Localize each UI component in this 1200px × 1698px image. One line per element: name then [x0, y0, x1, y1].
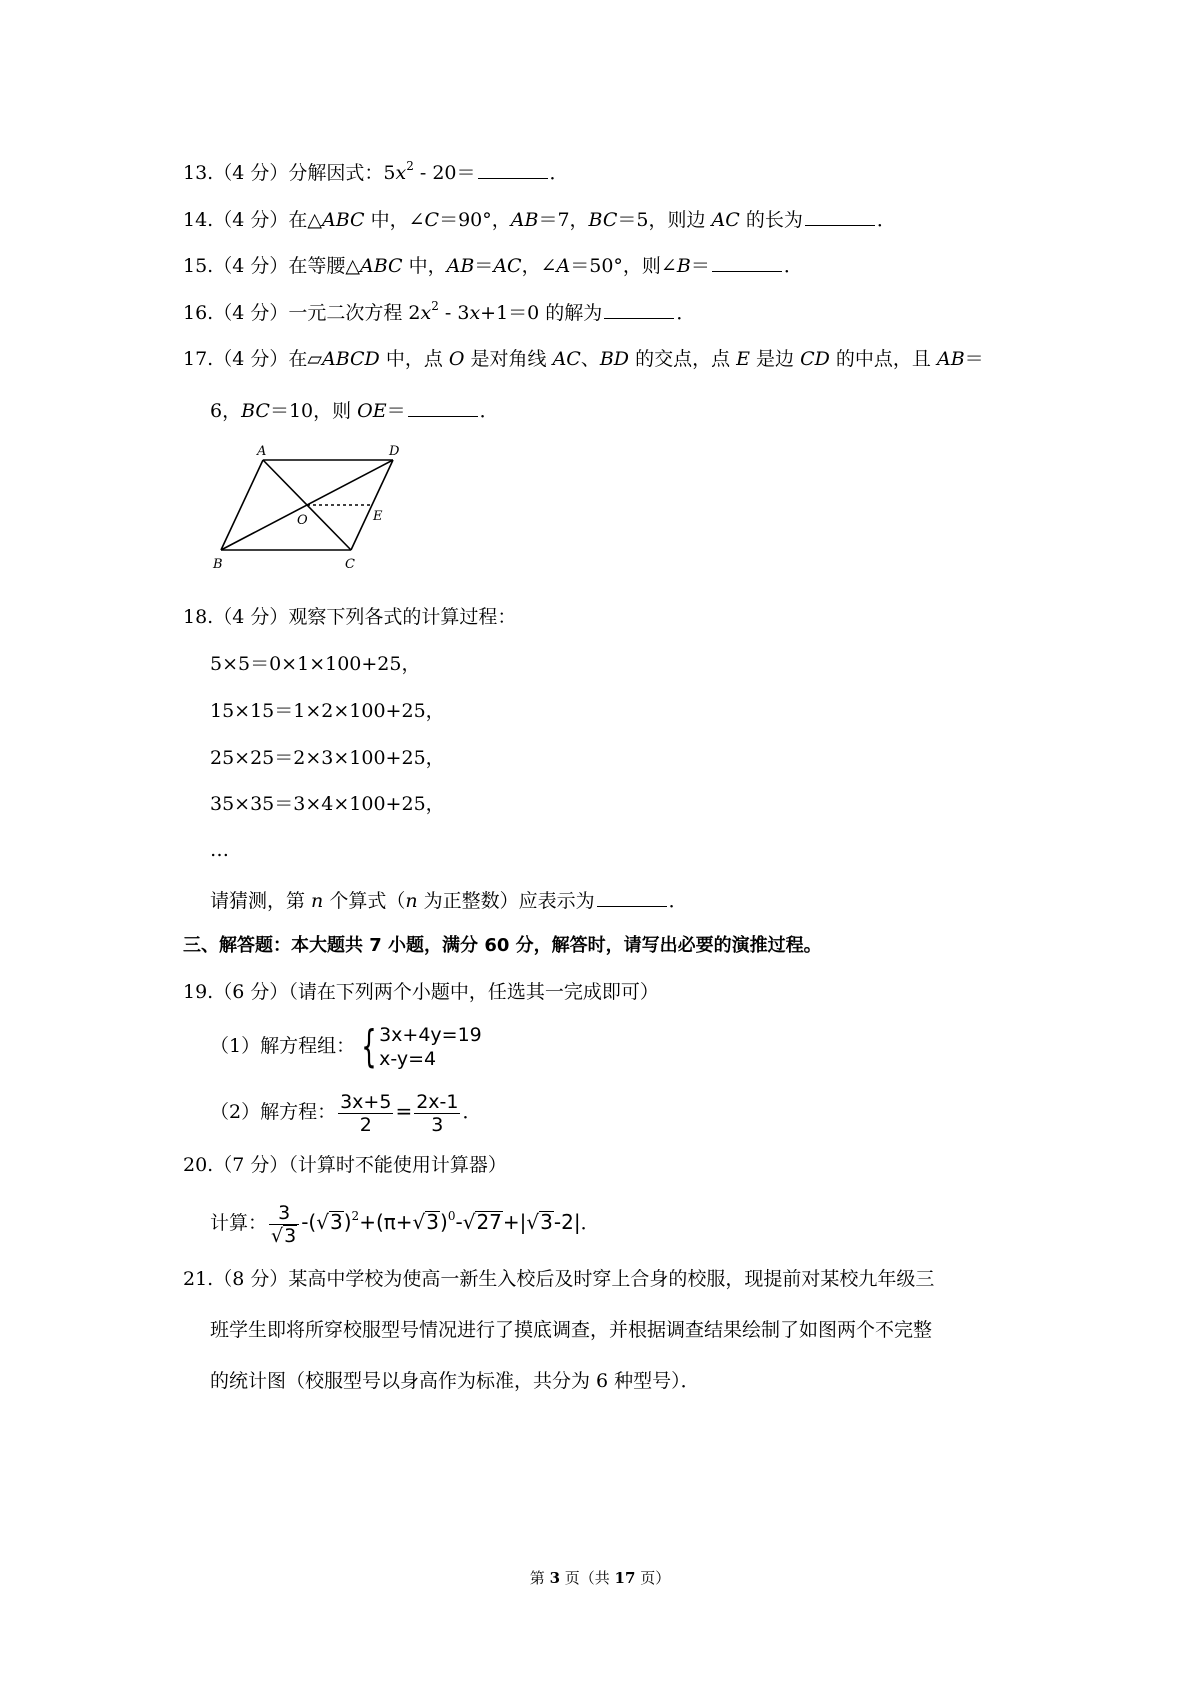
text: 6， — [210, 400, 242, 422]
fraction — [338, 1091, 393, 1136]
question-number: 17. — [183, 348, 214, 370]
text: 是边 — [750, 348, 801, 370]
page-number: 3 — [549, 1569, 560, 1587]
calc-line — [210, 838, 229, 862]
question-score: （6 分） — [213, 981, 289, 1003]
text: ＝50°，则∠ — [570, 255, 677, 277]
answer-blank[interactable] — [408, 398, 478, 417]
question-17-line2 — [210, 398, 499, 423]
text: 中，点 — [379, 348, 449, 370]
question-text: （请在下列两个小题中，任选其一完成即可） — [288, 981, 659, 1003]
radicand: 27 — [476, 1210, 502, 1234]
end-punct: ． — [876, 209, 896, 231]
text: 在等腰△ — [288, 255, 360, 277]
var: x — [420, 302, 432, 324]
question-number: 13. — [183, 162, 214, 184]
var: AC — [552, 348, 581, 370]
calc-text: 25×25＝2×3×100+25， — [210, 747, 445, 769]
end-punct: ． — [580, 1212, 600, 1234]
question-text: （计算时不能使用计算器） — [288, 1154, 507, 1176]
numerator: 3 — [269, 1202, 299, 1225]
var: AB — [446, 255, 475, 277]
question-15 — [183, 253, 803, 278]
var: O — [448, 348, 465, 370]
question-number: 16. — [183, 302, 214, 324]
text: - 3 — [438, 302, 470, 324]
label-d: D — [389, 444, 400, 459]
fraction — [269, 1202, 299, 1247]
expr: +| — [502, 1210, 527, 1234]
end-punct: ． — [668, 890, 688, 912]
denominator: 3 — [431, 1113, 444, 1136]
question-21-line2 — [210, 1318, 932, 1342]
var: BC — [588, 209, 618, 231]
text: 的中点，且 — [829, 348, 937, 370]
var: AC — [711, 209, 740, 231]
expr: ) — [343, 1210, 352, 1234]
var: AB — [936, 348, 965, 370]
calc-line — [210, 792, 445, 816]
brace-icon: { — [361, 1021, 377, 1072]
text: 中，∠ — [364, 209, 425, 231]
var: ABC — [321, 209, 365, 231]
question-number: 14. — [183, 209, 214, 231]
equation-2: x-y=4 — [379, 1048, 437, 1070]
radicand: 3 — [426, 1210, 440, 1234]
denominator: √3 — [271, 1224, 297, 1247]
question-text: 班学生即将所穿校服型号情况进行了摸底调查，并根据调查结果绘制了如图两个不完整 — [210, 1319, 933, 1341]
total-pages: 17 — [614, 1569, 636, 1587]
text: ＝ — [964, 348, 984, 370]
sqrt: √27 — [462, 1210, 502, 1234]
question-number: 18. — [183, 606, 214, 628]
exponent: 2 — [431, 299, 439, 313]
question-19-part1 — [210, 1018, 482, 1074]
footer-text: 第 — [529, 1569, 550, 1587]
var: A — [556, 255, 571, 277]
var: C — [424, 209, 440, 231]
question-score: （4 分） — [213, 162, 289, 184]
question-score: （4 分） — [213, 348, 289, 370]
answer-blank[interactable] — [478, 160, 548, 179]
label-a: A — [257, 444, 267, 459]
part-label: （1）解方程组： — [210, 1035, 356, 1057]
question-19-part2 — [210, 1086, 482, 1137]
footer-text: 页） — [635, 1569, 671, 1587]
text: ＝ — [386, 400, 406, 422]
text: ＝10，则 — [269, 400, 358, 422]
text: ＝ — [690, 255, 710, 277]
text: ，∠ — [521, 255, 557, 277]
equation-1: 3x+4y=19 — [379, 1024, 482, 1046]
answer-blank[interactable] — [712, 253, 782, 272]
var: ABC — [359, 255, 403, 277]
question-number: 19. — [183, 981, 214, 1003]
text: ＝90°， — [439, 209, 511, 231]
var: AB — [510, 209, 539, 231]
question-text: 的统计图（校服型号以身高作为标准，共分为 6 种型号）． — [210, 1370, 700, 1392]
numerator: 3x+5 — [340, 1090, 392, 1113]
answer-blank[interactable] — [604, 300, 674, 319]
answer-blank[interactable] — [805, 207, 875, 226]
page-footer — [0, 1568, 1200, 1588]
calc-line — [210, 652, 420, 676]
side-ab — [221, 460, 263, 550]
text: 一元二次方程 2 — [288, 302, 421, 324]
var: ABCD — [321, 348, 380, 370]
question-20 — [183, 1153, 507, 1177]
question-text: 观察下列各式的计算过程： — [288, 606, 517, 628]
calc-line — [210, 746, 445, 770]
question-13 — [183, 160, 569, 185]
question-score: （8 分） — [213, 1268, 289, 1290]
end-punct: ． — [676, 302, 696, 324]
part-label: （2）解方程： — [210, 1101, 337, 1123]
var: x — [469, 302, 481, 324]
question-score: （4 分） — [213, 302, 289, 324]
question-19 — [183, 980, 659, 1004]
var: n — [311, 890, 324, 912]
end-punct: ． — [783, 255, 803, 277]
label-o: O — [297, 513, 308, 528]
equation-system — [379, 1023, 482, 1071]
var: n — [405, 890, 418, 912]
parallelogram-figure — [205, 440, 405, 580]
calc-text: 35×35＝3×4×100+25， — [210, 793, 445, 815]
calc-text: … — [210, 839, 229, 861]
var: B — [676, 255, 691, 277]
expr-rest: - 20＝ — [413, 162, 476, 184]
question-18-guess — [210, 888, 688, 913]
answer-blank[interactable] — [597, 888, 667, 907]
question-number: 15. — [183, 255, 214, 277]
calc-line — [210, 699, 445, 723]
var: OE — [357, 400, 387, 422]
expr: -2| — [553, 1210, 581, 1234]
calc-text: 15×15＝1×2×100+25， — [210, 700, 445, 722]
sqrt: √3 — [526, 1210, 553, 1234]
numerator: 2x-1 — [416, 1090, 459, 1113]
text: 中， — [402, 255, 447, 277]
question-21-line3 — [210, 1369, 700, 1393]
text: ＝ — [474, 255, 494, 277]
end-punct: ． — [462, 1101, 482, 1123]
sqrt: √3 — [316, 1210, 343, 1234]
exponent: 2 — [351, 1209, 360, 1223]
radicand: 3 — [330, 1210, 343, 1234]
text: 个算式（ — [323, 890, 406, 912]
text: 请猜测，第 — [210, 890, 312, 912]
text: 、 — [580, 348, 600, 370]
equals-sign: = — [395, 1099, 413, 1123]
text: 在△ — [288, 209, 322, 231]
calc-text: 5×5＝0×1×100+25， — [210, 653, 421, 675]
denominator: 2 — [359, 1113, 372, 1136]
var: BC — [241, 400, 270, 422]
var: CD — [800, 348, 830, 370]
text: +1＝0 的解为 — [480, 302, 603, 324]
label: 计算： — [210, 1212, 268, 1234]
end-punct: ． — [549, 162, 569, 184]
expr-var: x — [395, 162, 407, 184]
question-score: （4 分） — [213, 255, 289, 277]
footer-text: 页（共 — [560, 1569, 615, 1587]
question-number: 20. — [183, 1154, 214, 1176]
expr: +(π+ — [359, 1210, 413, 1234]
radicand: 3 — [284, 1224, 297, 1247]
var: BD — [599, 348, 630, 370]
question-17 — [183, 347, 984, 371]
radicand: 3 — [540, 1210, 553, 1234]
question-score: （4 分） — [213, 209, 289, 231]
question-number: 21. — [183, 1268, 214, 1290]
var: AC — [493, 255, 522, 277]
text: 的交点，点 — [629, 348, 737, 370]
text: ＝5，则边 — [617, 209, 712, 231]
question-20-expression — [210, 1194, 600, 1251]
text: 为正整数）应表示为 — [417, 890, 595, 912]
question-14 — [183, 207, 896, 232]
section-heading: 三、解答题：本大题共 7 小题，满分 60 分，解答时，请写出必要的演推过程。 — [183, 935, 822, 956]
label-b: B — [213, 557, 223, 572]
question-text: 某高中学校为使高一新生入校后及时穿上合身的校服，现提前对某校九年级三 — [288, 1268, 935, 1290]
expr-exponent: 2 — [406, 159, 414, 173]
exponent: 0 — [447, 1209, 456, 1223]
expr-coef: 5 — [383, 162, 396, 184]
expr: ) — [440, 1210, 448, 1234]
question-18 — [183, 605, 516, 629]
expr: - — [455, 1210, 463, 1234]
end-punct: ． — [479, 400, 499, 422]
expr: -( — [301, 1210, 317, 1234]
text: 在▱ — [288, 348, 322, 370]
fraction — [414, 1091, 460, 1136]
question-score: （4 分） — [213, 606, 289, 628]
label-c: C — [345, 557, 355, 572]
text: 是对角线 — [464, 348, 553, 370]
sqrt: √3 — [412, 1210, 440, 1234]
question-16 — [183, 300, 695, 325]
question-21 — [183, 1267, 934, 1291]
text: 的长为 — [739, 209, 803, 231]
question-text: 分解因式： — [288, 162, 384, 184]
text: ＝7， — [538, 209, 589, 231]
var: E — [736, 348, 751, 370]
label-e: E — [373, 509, 383, 524]
question-score: （7 分） — [213, 1154, 289, 1176]
